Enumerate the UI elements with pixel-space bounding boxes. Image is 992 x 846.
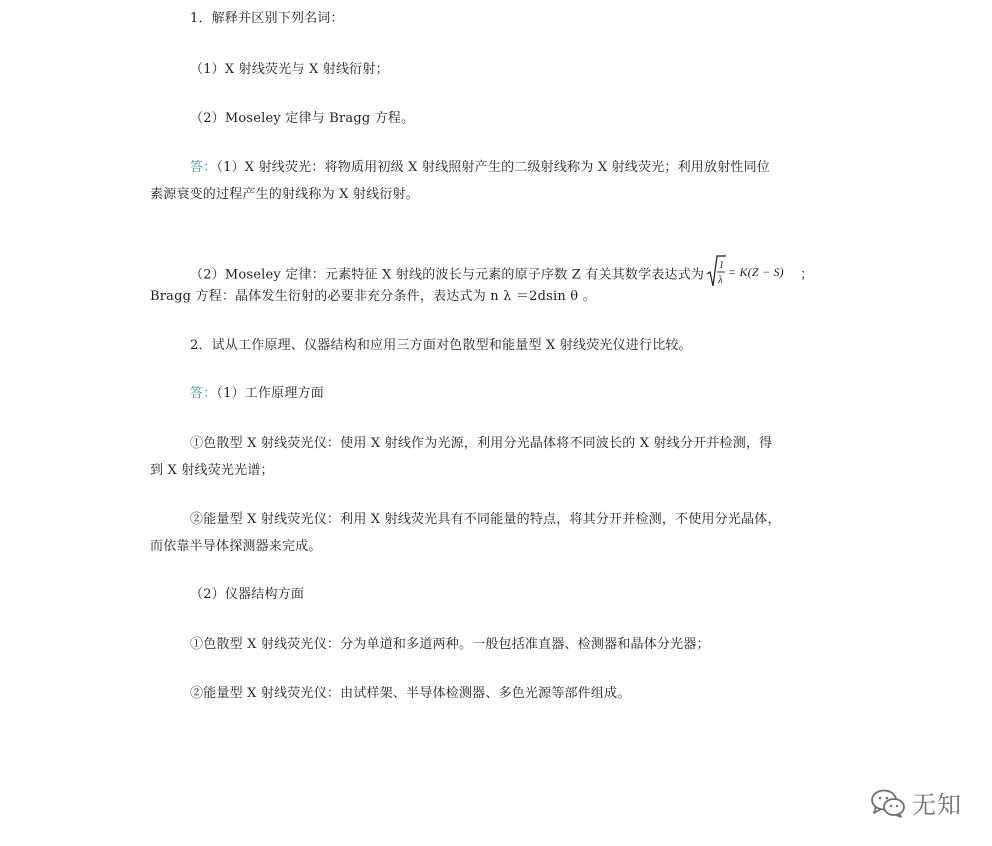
svg-text:λ: λ <box>718 274 724 286</box>
question-1-heading: 1．解释并区别下列名词： <box>190 11 344 26</box>
dispersive-structure-line: ①色散型 X 射线荧光仪：分为单道和多道两种。一般包括准直器、检测器和晶体分光器； <box>190 637 710 652</box>
wechat-icon <box>870 788 906 818</box>
svg-text:1: 1 <box>719 260 725 271</box>
question-2-heading: 2．试从工作原理、仪器结构和应用三方面对色散型和能量型 X 射线荧光仪进行比较。 <box>190 338 692 353</box>
answer-label: 答： <box>190 386 217 401</box>
question-1-item-1: （1）X 射线荧光与 X 射线衍射； <box>190 62 389 77</box>
dispersive-principle-line-2: 到 X 射线荧光光谱； <box>150 463 274 478</box>
semicolon: ； <box>800 267 814 283</box>
moseley-formula <box>706 252 798 290</box>
answer-1-text: （1）X 射线荧光：将物质用初级 X 射线照射产生的二级射线称为 X 射线荧光；利用放射性同位 <box>216 160 771 175</box>
energy-principle-line-1: ②能量型 X 射线荧光仪：利用 X 射线荧光具有不同能量的特点，将其分开并检测，不使用分光晶体， <box>190 512 781 527</box>
working-principle-title: （1）工作原理方面 <box>216 386 324 401</box>
energy-structure-line: ②能量型 X 射线荧光仪：由试样架、半导体检测器、多色光源等部件组成。 <box>190 686 631 701</box>
watermark <box>870 785 962 820</box>
moseley-law-text: （2）Moseley 定律：元素特征 X 射线的波长与元素的原子序数 Z 有关其数学表达式为 <box>190 267 705 283</box>
answer-1-line-2: 素源衰变的过程产生的射线称为 X 射线衍射。 <box>150 187 419 202</box>
answer-2-title-line <box>190 381 324 407</box>
energy-principle-line-2: 而依靠半导体探测器来完成。 <box>150 539 322 554</box>
instrument-structure-title: （2）仪器结构方面 <box>190 587 305 602</box>
answer-label: 答： <box>190 160 217 175</box>
dispersive-principle-line-1: ①色散型 X 射线荧光仪：使用 X 射线作为光源，利用分光晶体将不同波长的 X 射线分开并检测，得 <box>190 436 773 451</box>
svg-text:= K(Z − S): = K(Z − S) <box>728 265 784 279</box>
question-1-item-2: （2）Moseley 定律与 Bragg 方程。 <box>190 111 415 126</box>
answer-1-line-1 <box>190 155 770 181</box>
bragg-equation-line: Bragg 方程：晶体发生衍射的必要非充分条件，表达式为 n λ ＝2dsin θ 。 <box>150 289 596 304</box>
watermark-text: 无知 <box>912 791 962 819</box>
